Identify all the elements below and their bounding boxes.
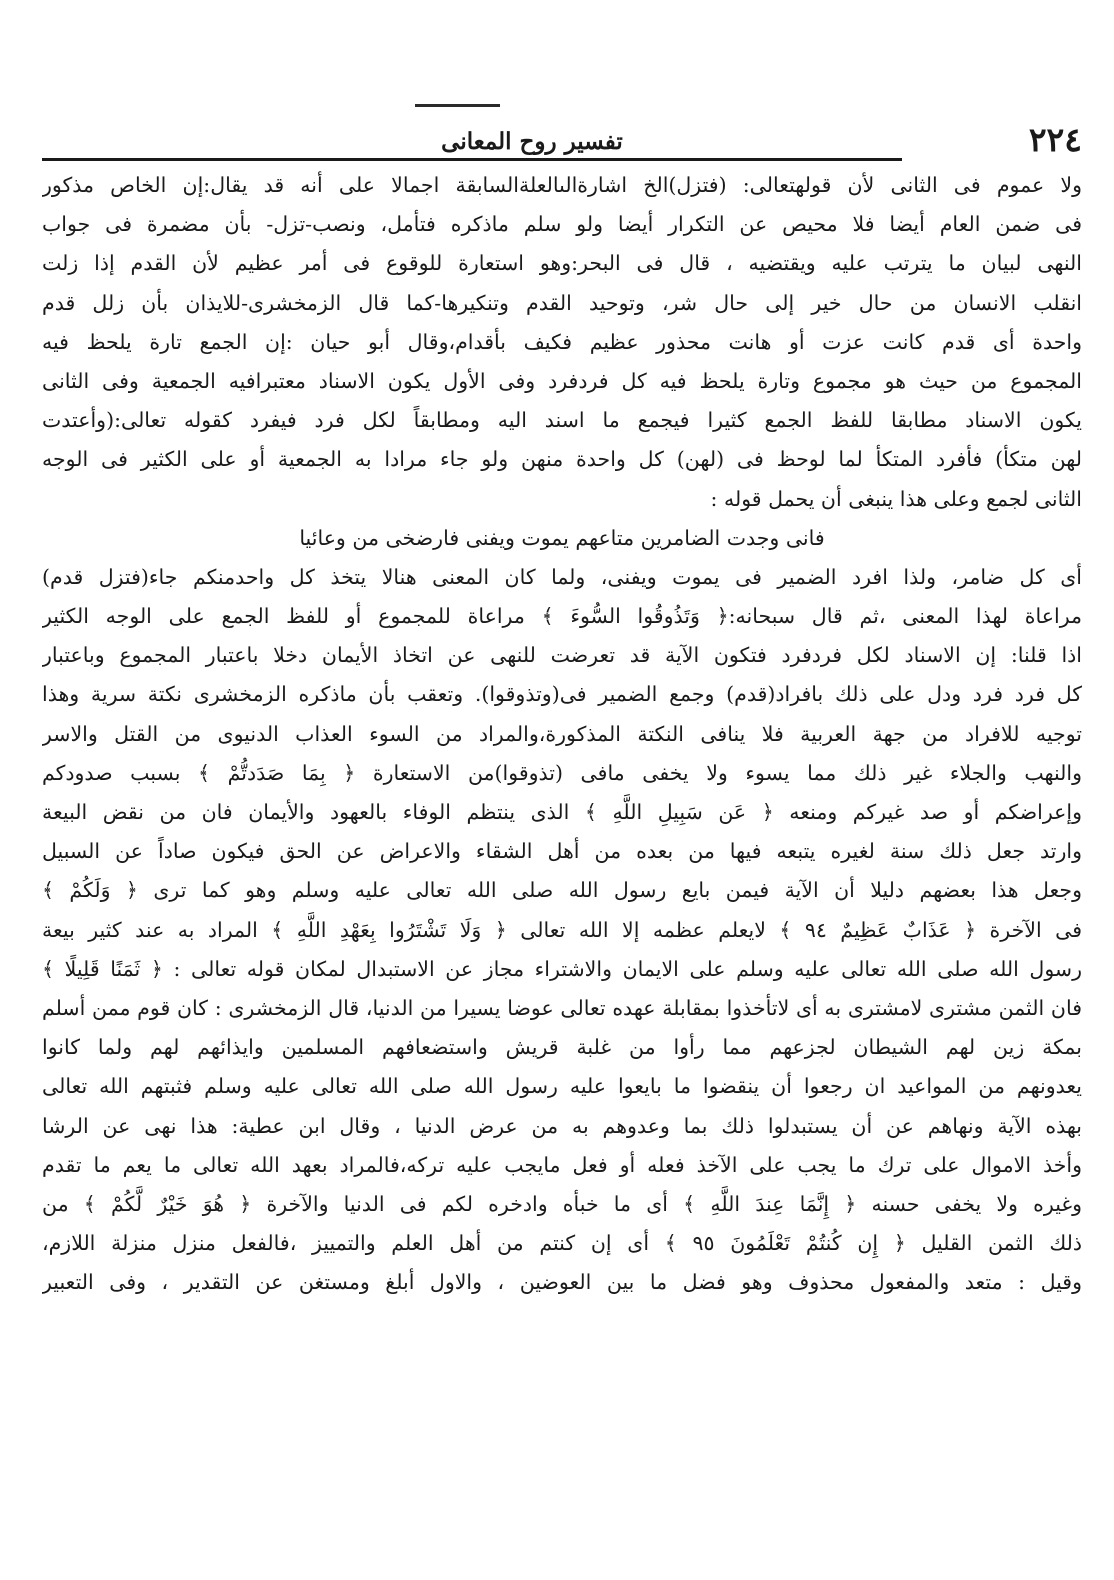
body-text <box>42 166 1082 1302</box>
text-line: توجيه للافراد من جهة العربية فلا ينافى النكتة المذكورة،والمراد من السوء العذاب الدنيوى من القتل والاسر <box>42 721 1082 746</box>
text-line: وغيره ولا يخفى حسنه ﴿ إِنَّمَا عِندَ اللَّهِ ﴾ أى ما خبأه وادخره لكم فى الدنيا والآخرة ﴿ هُوَ خَيْرٌ لَّكُمْ ﴾ من <box>42 1191 1082 1216</box>
text-line: رسول الله صلى الله تعالى عليه وسلم على الايمان والاشتراء مجاز عن الاستبدال لمكان قوله تعالى : ﴿ ثَمَنًا قَلِيلًا ﴾ <box>42 956 1082 981</box>
text-line: المجموع من حيث هو مجموع وتارة يلحظ فيه كل فردفرد وفى الأول يكون الاسناد معتبرافيه الجمعية وفى الثانى <box>42 368 1082 393</box>
running-title: تفسير روح المعانى <box>441 128 623 155</box>
text-line: فى ضمن العام أيضا فلا محيص عن التكرار أيضا ولو سلم ماذكره فتأمل، ونصب-تزل- بأن مضمرة فى جواب <box>42 212 1082 237</box>
verse-line: فانى وجدت الضامرين متاعهم يموت ويفنى فارضخى من وعائيا <box>299 525 825 550</box>
page-number: ٢٢٤ <box>1028 120 1082 159</box>
top-decorative-rule <box>415 104 500 107</box>
text-line: مراعاة لهذا المعنى ،ثم قال سبحانه:﴿ وَتَذُوقُوا السُّوءَ ﴾ مراعاة للمجموع أو للفظ الجمع على الوجه الكثير <box>42 604 1082 629</box>
text-line: يعدونهم من المواعيد ان رجعوا أن ينقضوا ما بايعوا عليه رسول الله صلى الله تعالى عليه وسلم فثبتهم الله تعالى <box>42 1074 1082 1099</box>
text-line: والنهب والجلاء غير ذلك مما يسوء ولا يخفى مافى (تذوقوا)من الاستعارة ﴿ بِمَا صَدَدتُّمْ ﴾ بسبب صدودكم <box>42 760 1082 785</box>
text-line: وارتد جعل ذلك سنة لغيره يتبعه فيها من بعده من أهل الشقاء والاعراض عن الحق فيكون صاداً عن السبيل <box>42 839 1082 864</box>
text-line: ذلك الثمن القليل ﴿ إِن كُنتُمْ تَعْلَمُونَ ٩٥ ﴾ أى إن كنتم من أهل العلم والتمييز ،فالفعل منزل منزلة اللازم، <box>42 1231 1082 1256</box>
text-line: فى الآخرة ﴿ عَذَابٌ عَظِيمٌ ٩٤ ﴾ لايعلم عظمه إلا الله تعالى ﴿ وَلَا تَشْتَرُوا بِعَهْدِ اللَّهِ ﴾ المراد به عند كثير بيعة <box>42 917 1082 942</box>
text-line: يكون الاسناد مطابقا للفظ الجمع كثيرا فيجمع ما اسند اليه ومطابقاً لكل فرد فيفرد كقوله تعالى:(وأعتدت <box>42 408 1082 433</box>
text-line: بهذه الآية ونهاهم عن أن يستبدلوا ذلك بما وعدوهم به من عرض الدنيا ، وقال ابن عطية: هذا نهى عن الرشا <box>42 1113 1082 1138</box>
text-line: لهن متكأ) فأفرد المتكأ لما لوحظ فى (لهن) كل واحدة منهن ولو جاء مرادا به الجمعية أو على الكثير فى الوجه <box>42 447 1082 472</box>
text-line: وجعل هذا بعضهم دليلا أن الآية فيمن بايع رسول الله صلى الله تعالى عليه وسلم وهو كما ترى ﴿ وَلَكُمْ ﴾ <box>42 878 1082 903</box>
text-line: اذا قلنا: إن الاسناد لكل فردفرد فتكون الآية قد تعرضت للنهى عن اتخاذ الأيمان دخلا باعتبار المجموع وباعتبار <box>42 643 1082 668</box>
text-line: بمكة زين لهم الشيطان لجزعهم مما رأوا من غلبة قريش واستضعافهم المسلمين وايذائهم لهم ولما كانوا <box>42 1035 1082 1060</box>
header-rule <box>42 158 902 161</box>
text-line: ولا عموم فى الثانى لأن قولهتعالى: (فتزل)الخ اشارةالىالعلةالسابقة اجمالا على أنه قد يقال:إن الخاص مذكور <box>42 173 1082 197</box>
text-line: أى كل ضامر، ولذا افرد الضمير فى يموت ويفنى، ولما كان المعنى هنالا يتخذ كل واحدمنكم جاء(فتزل قدم) <box>42 564 1082 589</box>
text-line: وقيل : متعد والمفعول محذوف وهو فضل ما بين العوضين ، والاول أبلغ ومستغن عن التقدير ، وفى التعبير <box>42 1270 1082 1295</box>
text-line: النهى لبيان ما يترتب عليه ويقتضيه ، قال فى البحر:وهو استعارة للوقوع فى أمر عظيم لأن القدم إذا زلت <box>42 251 1082 276</box>
text-line: كل فرد فرد ودل على ذلك بافراد(قدم) وجمع الضمير فى(وتذوقوا). وتعقب بأن ماذكره الزمخشرى نكتة سرية وهذا <box>42 682 1082 707</box>
text-line: انقلب الانسان من حال خير إلى حال شر، وتوحيد القدم وتنكيرها-كما قال الزمخشرى-للايذان بأن زلل قدم <box>42 290 1082 315</box>
text-line: الثانى لجمع وعلى هذا ينبغى أن يحمل قوله : <box>710 486 1082 511</box>
text-line: فان الثمن مشترى لامشترى به أى لاتأخذوا بمقابلة عهده تعالى عوضا يسيرا من الدنيا، قال الزمخشرى : كان قوم ممن أسلم <box>42 995 1082 1020</box>
text-line: وأخذ الاموال على ترك ما يجب على الآخذ فعله أو فعل مايجب عليه تركه،فالمراد بعهد الله تعالى ما يعم ما تقدم <box>42 1152 1082 1177</box>
text-line: وإعراضكم أو صد غيركم ومنعه ﴿ عَن سَبِيلِ اللَّهِ ﴾ الذى ينتظم الوفاء بالعهود والأيمان فان من نقض البيعة <box>42 800 1082 824</box>
text-line: واحدة أى قدم كانت عزت أو هانت محذور عظيم فكيف بأقدام،وقال أبو حيان :إن الجمع تارة يلحظ فيه <box>42 329 1082 354</box>
